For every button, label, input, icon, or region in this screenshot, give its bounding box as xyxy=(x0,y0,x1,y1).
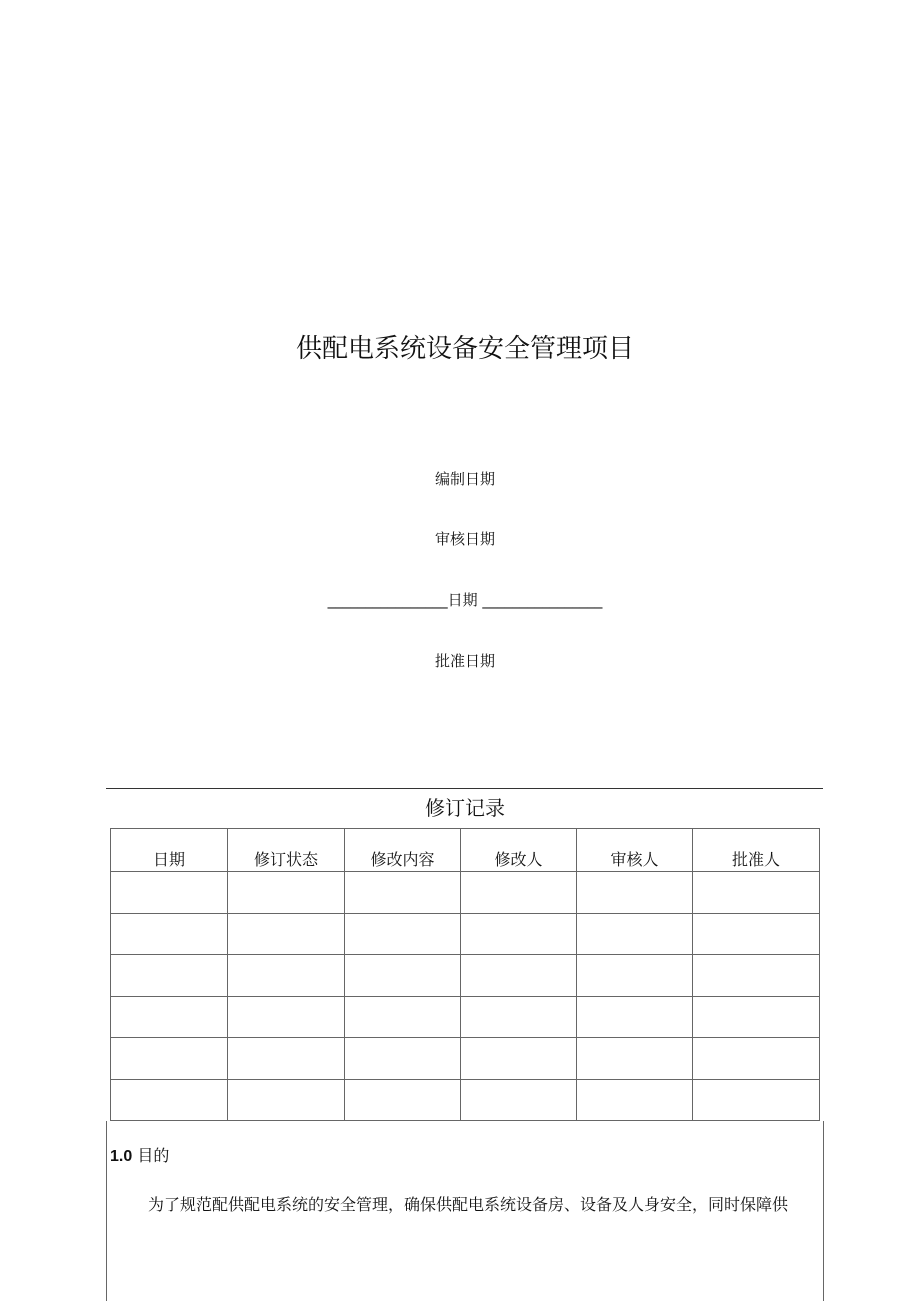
compiled-date-line: 编制日期 xyxy=(434,470,495,488)
table-cell xyxy=(111,1079,228,1121)
header-revision-status: 修订状态 xyxy=(228,829,345,872)
table-cell xyxy=(577,996,693,1038)
revision-table xyxy=(110,828,820,1121)
table-cell xyxy=(345,1038,461,1080)
table-cell xyxy=(577,955,693,997)
table-row xyxy=(111,955,820,997)
table-row xyxy=(111,996,820,1038)
table-cell xyxy=(345,913,461,955)
header-reviewer: 审核人 xyxy=(577,829,693,872)
table-row xyxy=(111,913,820,955)
table-cell xyxy=(461,913,577,955)
header-approver: 批准人 xyxy=(693,829,820,872)
table-cell xyxy=(693,955,820,997)
table-cell xyxy=(461,996,577,1038)
table-cell xyxy=(228,1079,345,1121)
table-cell xyxy=(111,1038,228,1080)
table-cell xyxy=(111,955,228,997)
reviewed-date-line: 审核日期 xyxy=(434,530,495,548)
table-cell xyxy=(577,1038,693,1080)
approved-date-line: 批准日期 xyxy=(434,652,495,670)
table-cell xyxy=(577,872,693,914)
header-modifier: 修改人 xyxy=(461,829,577,872)
table-row xyxy=(111,1079,820,1121)
table-cell xyxy=(461,1038,577,1080)
table-cell xyxy=(345,955,461,997)
section-title: 目的 xyxy=(137,1146,170,1165)
table-cell xyxy=(461,872,577,914)
table-cell xyxy=(461,955,577,997)
table-cell xyxy=(111,913,228,955)
table-cell xyxy=(228,1038,345,1080)
table-cell xyxy=(345,872,461,914)
header-change-content: 修改内容 xyxy=(345,829,461,872)
table-cell xyxy=(345,1079,461,1121)
table-cell xyxy=(693,1038,820,1080)
revision-record-title: 修订记录 xyxy=(425,796,505,820)
table-cell xyxy=(693,913,820,955)
table-cell xyxy=(228,913,345,955)
section-paragraph: 为了规范配供配电系统的安全管理，确保供配电系统设备房、设备及人身安全，同时保障供 xyxy=(148,1195,789,1214)
table-row xyxy=(111,1038,820,1080)
table-cell xyxy=(461,1079,577,1121)
table-cell xyxy=(228,955,345,997)
table-row xyxy=(111,872,820,914)
section-heading xyxy=(110,1143,169,1166)
table-cell xyxy=(228,996,345,1038)
signature-date-line: ________________日期 ________________ xyxy=(327,591,603,609)
table-cell xyxy=(693,1079,820,1121)
table-header-row xyxy=(111,829,820,872)
table-cell xyxy=(577,913,693,955)
table-cell xyxy=(577,1079,693,1121)
table-cell xyxy=(111,872,228,914)
table-cell xyxy=(693,996,820,1038)
document-title: 供配电系统设备安全管理项目 xyxy=(295,334,634,364)
section-number: 1.0 xyxy=(110,1148,133,1165)
header-date: 日期 xyxy=(111,829,228,872)
table-cell xyxy=(345,996,461,1038)
table-cell xyxy=(693,872,820,914)
divider xyxy=(106,788,823,789)
table-cell xyxy=(111,996,228,1038)
table-cell xyxy=(228,872,345,914)
